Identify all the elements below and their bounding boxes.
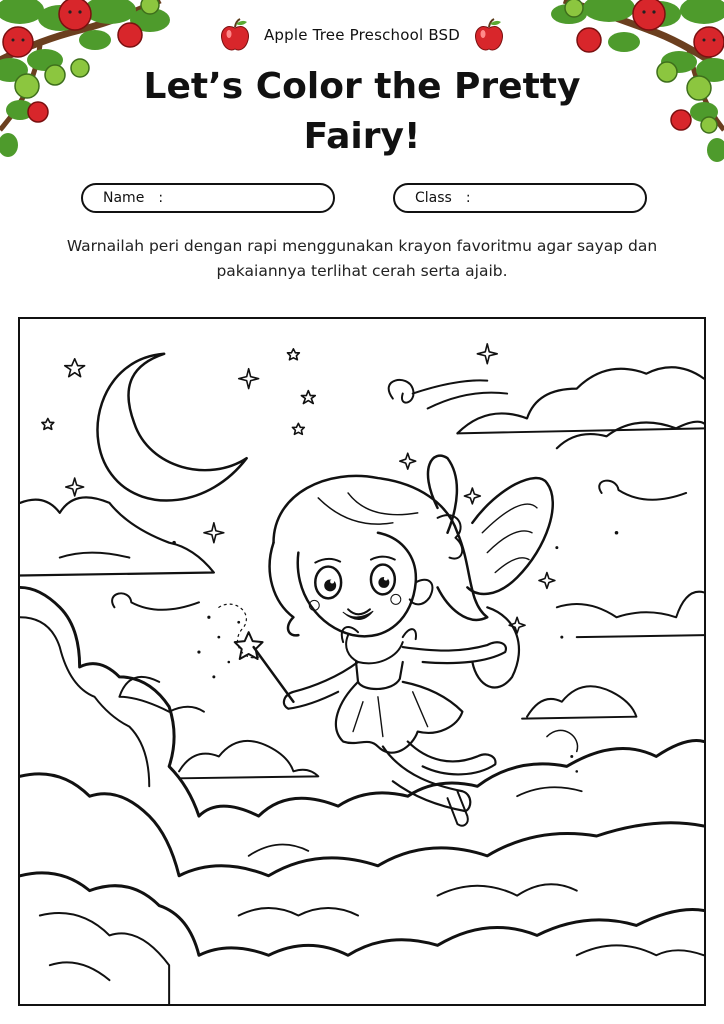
name-colon: : (158, 190, 164, 206)
page-title: Let’s Color the Pretty Fairy! (143, 66, 581, 157)
star-icon (42, 344, 555, 633)
instruction-text: Warnailah peri dengan rapi menggunakan krayon favoritmu agar sayap dan pakaiannya terlihat cerah serta ajaib. (66, 237, 658, 280)
class-colon: : (465, 190, 471, 206)
moon-icon (98, 354, 247, 501)
name-field[interactable] (81, 183, 335, 213)
coloring-area (18, 317, 706, 1006)
apple-icon (220, 18, 250, 52)
fairy-illustration (20, 319, 704, 1004)
class-field[interactable] (393, 183, 647, 213)
class-label: Class (415, 190, 452, 206)
school-name: Apple Tree Preschool BSD (263, 26, 461, 44)
apple-icon (474, 18, 504, 52)
school-header (0, 18, 724, 52)
name-label: Name (103, 190, 145, 206)
